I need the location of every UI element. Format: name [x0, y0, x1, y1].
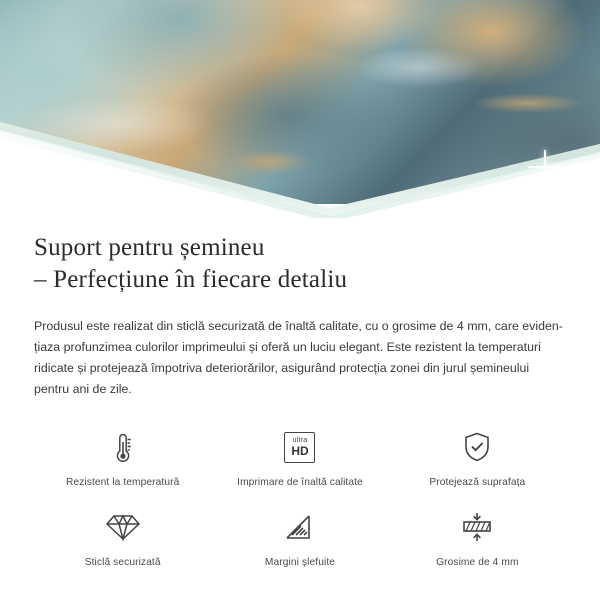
feature-item-thickness: [389, 506, 566, 568]
feature-label: Imprimare de înaltă calitate: [237, 477, 363, 488]
feature-item-surface-protection: [389, 426, 566, 488]
ultra-hd-badge-bottom: HD: [291, 444, 309, 458]
page-title-line-2: – Perfecțiune în fiecare detaliu: [34, 266, 348, 293]
page-title-line-1: Suport pentru șemineu: [34, 234, 265, 261]
description-paragraph: Produsul este realizat din sticlă securizată de înaltă calitate, cu o grosime de 4 mm, care eviden-țiaza profunzimea culorilor imprimeului și oferă un luciu elegant. Este rezistent la temperaturi ridicate și protejează împotriva deteriorărilor, asigurând protecția zonei din jurul șemineului pentru ani de zile.: [34, 319, 563, 396]
thickness-4mm-icon: [458, 506, 496, 548]
hero-image: [0, 0, 600, 218]
feature-label: Grosime de 4 mm: [436, 557, 519, 568]
content-area: [0, 232, 600, 568]
feature-item-print-quality: [211, 426, 388, 488]
feature-label: Margini șlefuite: [264, 557, 336, 568]
feature-label: Protejează suprafața: [429, 477, 526, 488]
feature-grid: [34, 426, 566, 568]
ultra-hd-icon: [284, 426, 315, 468]
feature-label: Rezistent la temperatură: [65, 477, 180, 488]
shield-check-icon: [461, 426, 493, 468]
sparkle-icon: [556, 176, 578, 198]
feature-item-tempered-glass: [34, 506, 211, 568]
feature-label: Sticlă securizată: [84, 557, 161, 568]
diamond-icon: [105, 506, 141, 548]
thermometer-icon: [108, 426, 138, 468]
ultra-hd-badge-top: ultra: [292, 437, 308, 444]
feature-item-temperature: [34, 426, 211, 488]
page-title: [34, 232, 566, 296]
polished-edges-icon: [283, 506, 317, 548]
feature-item-polished-edges: [211, 506, 388, 568]
